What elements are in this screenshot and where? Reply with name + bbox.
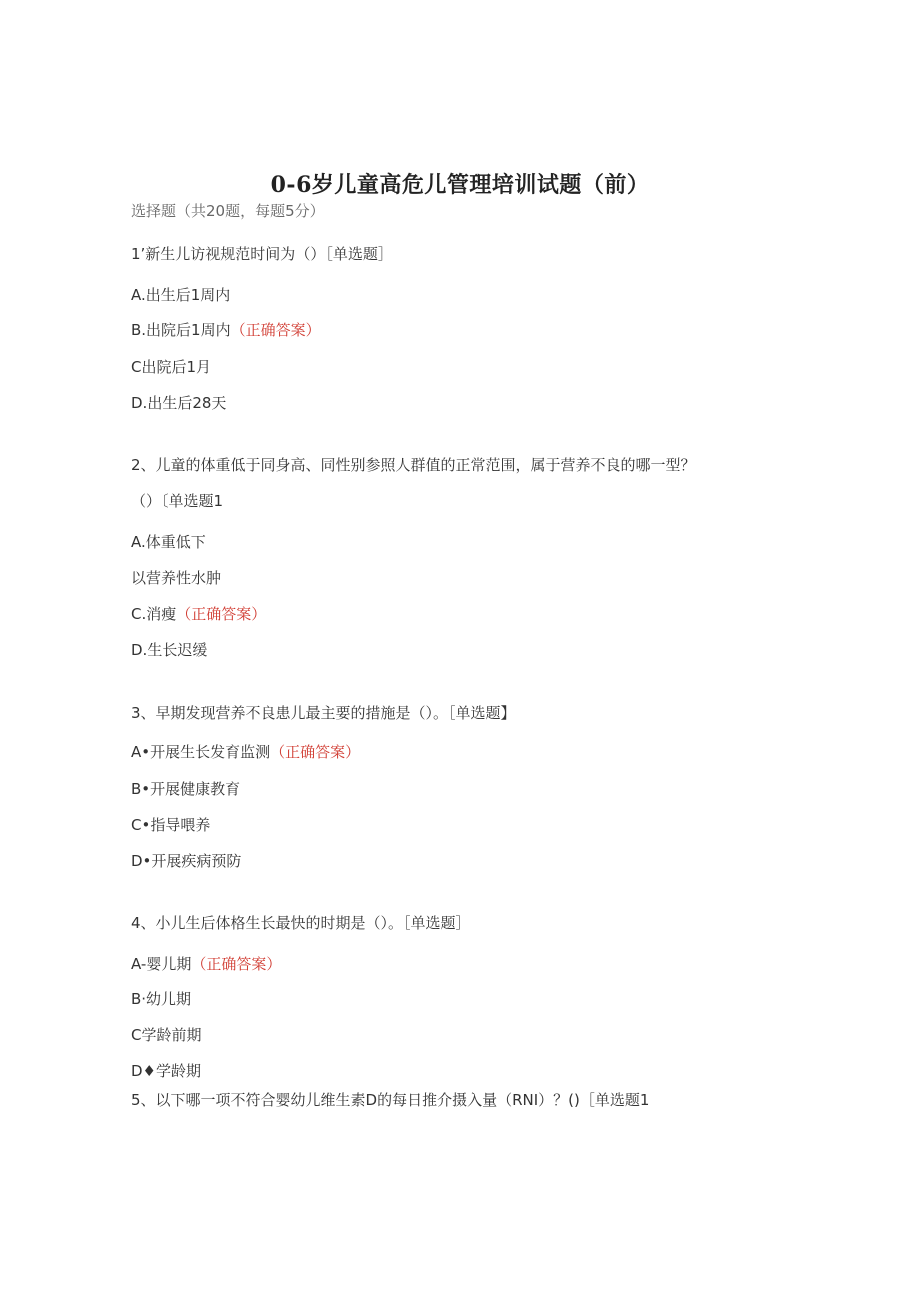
question-5-stem: 5、以下哪一项不符合婴幼儿维生素D的每日推介摄入量（RNI）？()［单选题1 [131, 1091, 650, 1109]
question-3-stem: 3、早期发现营养不良患儿最主要的措施是（）。［单选题】 [131, 704, 516, 722]
question-2-option-a[interactable] [131, 532, 206, 552]
option-text: A•开展生长发育监测 [131, 743, 271, 761]
option-text: A.体重低下 [131, 533, 206, 551]
question-1-stem: 1’新生儿访视规范时间为（）［单选题］ [131, 245, 393, 263]
question-1-option-b[interactable] [131, 320, 321, 340]
option-text: C•指导喂养 [131, 816, 211, 834]
question-1-option-a[interactable] [131, 285, 230, 305]
question-2-option-c[interactable] [131, 604, 266, 624]
option-text: 以营养性水肿 [131, 569, 222, 587]
question-2-option-b[interactable] [131, 568, 221, 588]
question-3-option-c[interactable] [131, 815, 210, 835]
correct-answer-mark: （正确答案） [176, 605, 267, 623]
option-text: B.出院后1周内 [131, 321, 231, 339]
question-3-option-b[interactable] [131, 779, 240, 799]
question-4-option-d[interactable] [131, 1061, 201, 1081]
question-3-option-d[interactable] [131, 851, 241, 871]
correct-answer-mark: （正确答案） [270, 743, 361, 761]
option-text: D.生长迟缓 [131, 641, 208, 659]
question-4-stem: 4、小儿生后体格生长最快的时期是（）。［单选题］ [131, 914, 471, 932]
option-text: B·幼儿期 [131, 990, 192, 1008]
option-text: C学龄前期 [131, 1026, 202, 1044]
option-text: D•开展疾病预防 [131, 852, 242, 870]
correct-answer-mark: （正确答案） [230, 321, 321, 339]
option-text: A-婴儿期 [131, 955, 192, 973]
question-1-option-d[interactable] [131, 393, 226, 413]
question-2-stem-cont: （）〔单选题1 [131, 492, 224, 510]
question-4-option-b[interactable] [131, 989, 191, 1009]
question-2-option-d[interactable] [131, 640, 207, 660]
option-text: D.出生后28天 [131, 394, 227, 412]
option-text: A.出生后1周内 [131, 286, 231, 304]
option-text: B•开展健康教育 [131, 780, 241, 798]
option-text: C.消瘦 [131, 605, 177, 623]
correct-answer-mark: （正确答案） [191, 955, 282, 973]
section-intro: 选择题（共20题，每题5分） [131, 202, 325, 220]
question-1-option-c[interactable] [131, 357, 211, 377]
document-title: 0-6岁儿童高危儿管理培训试题（前） [270, 172, 650, 198]
question-3-option-a[interactable] [131, 742, 360, 762]
question-2-stem: 2、儿童的体重低于同身高、同性别参照人群值的正常范围，属于营养不良的哪一型？ [131, 456, 696, 474]
question-4-option-c[interactable] [131, 1025, 201, 1045]
option-text: C出院后1月 [131, 358, 212, 376]
question-4-option-a[interactable] [131, 954, 281, 974]
option-text: D♦学龄期 [131, 1062, 201, 1080]
